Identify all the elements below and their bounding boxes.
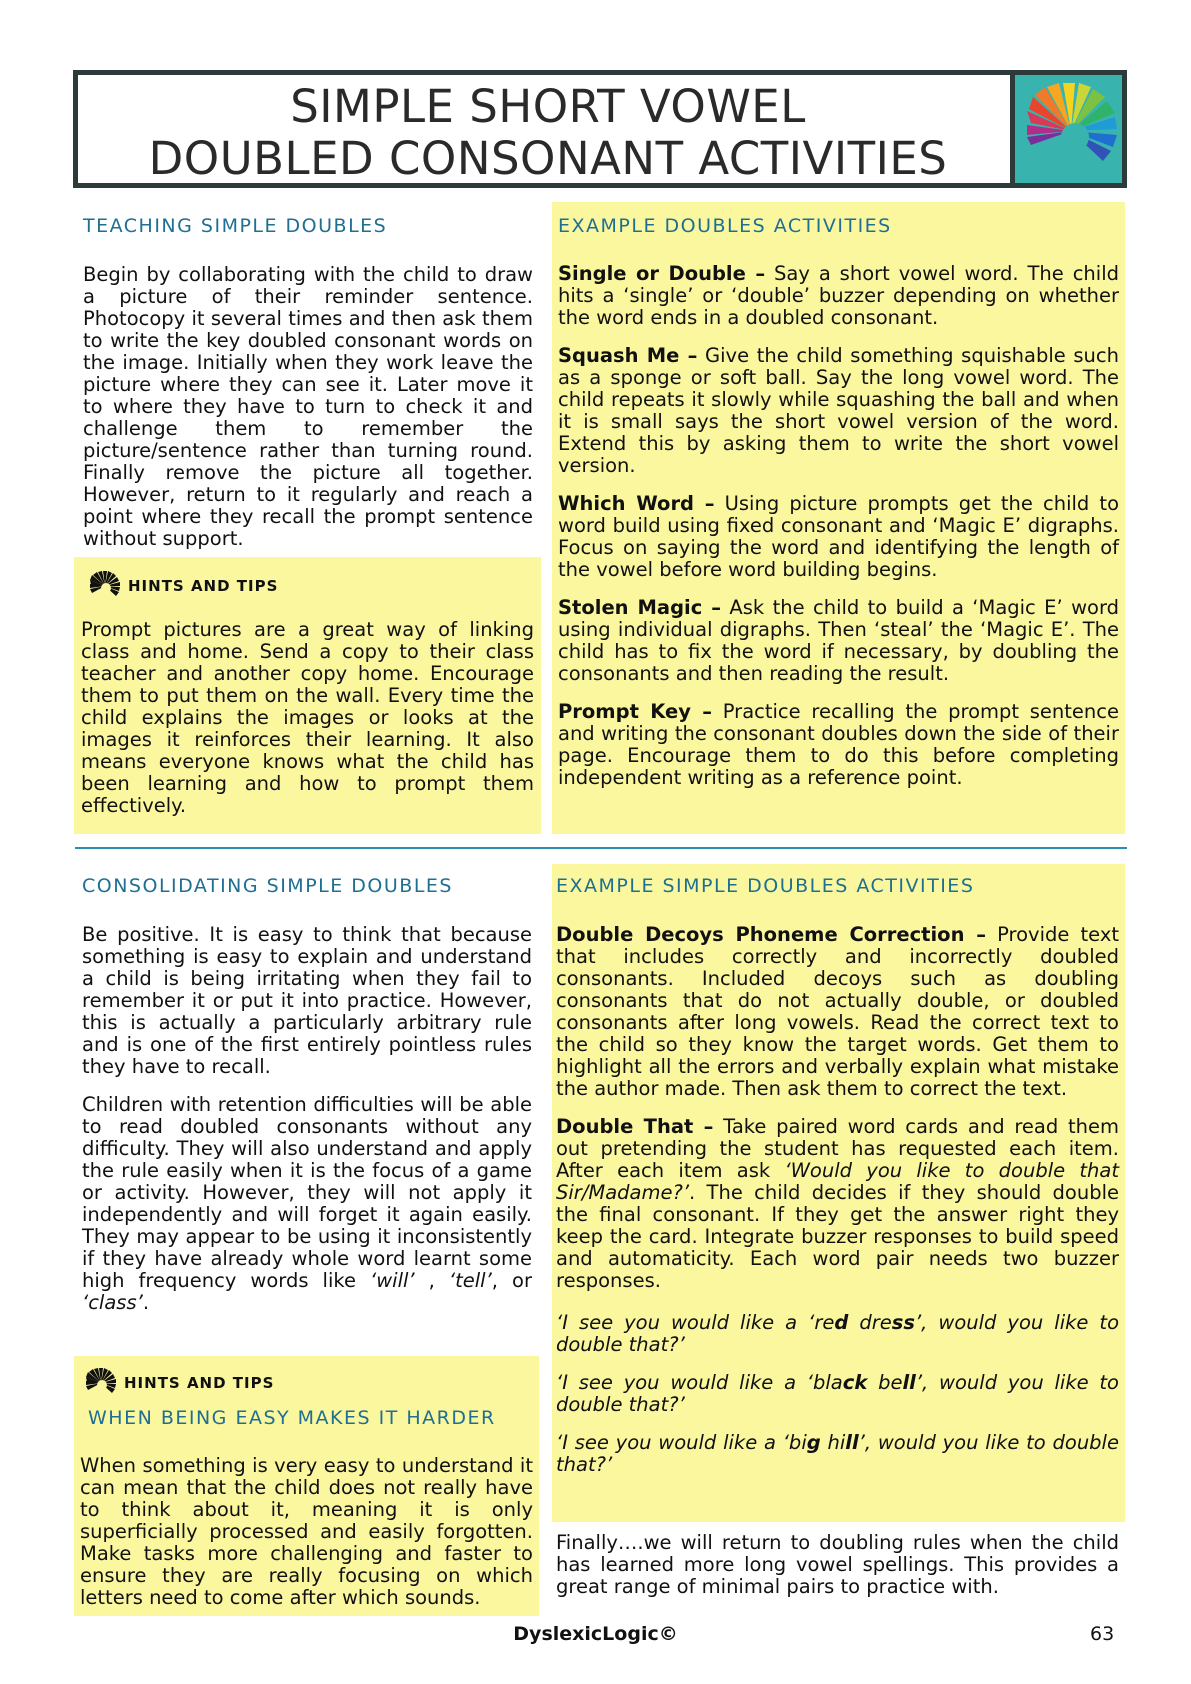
example-simple-panel bbox=[552, 864, 1125, 1522]
teaching-body bbox=[83, 264, 533, 550]
consolidating-heading: CONSOLIDATING SIMPLE DOUBLES bbox=[82, 875, 453, 897]
hints-body-2: When something is very easy to understand it can mean that the child does not really have to think about it, meaning it is only superficially processed and easily forgotten. Make tasks more challenging and faster to ensure they are really focusing on which letters need to come after which sounds. bbox=[80, 1454, 533, 1609]
footer-brand: DyslexicLogic© bbox=[513, 1623, 678, 1645]
hints-body-1: Prompt pictures are a great way of linking class and home. Send a copy to their class teacher and another copy home. Encourage them to put them on the wall. Every time the child explains the images or looks at the images it reinforces their learning. It also means everyone knows what the child has been learning and how to prompt them effectively. bbox=[81, 618, 534, 817]
flower-logo-icon bbox=[1015, 75, 1122, 183]
hints-subheading: WHEN BEING EASY MAKES IT HARDER bbox=[88, 1407, 496, 1429]
list-item: Stolen Magic – Ask the child to build a ‘Magic E’ word using individual digraphs. Then ‘steal’ the ‘Magic E’. The child has to fix the word if necessary, by doubling the consonants and then reading the result. bbox=[558, 596, 1120, 685]
list-item: Double Decoys Phoneme Correction – Provide text that includes correctly and incorrectly doubled consonants. Included decoys such as doubling consonants that do not actually double, or doubled consonants after long vowels. Read the correct text to the child so they know the target words. Get them to highlight all the errors and verbally explain what mistake the author made. Then ask them to correct the text. bbox=[556, 923, 1120, 1100]
list-item: Squash Me – Give the child something squishable such as a sponge or soft ball. Say the long vowel word. The child repeats it slowly while squashing the ball and when it is small says the short vowel version of the word. Extend this by asking them to write the short vowel version. bbox=[558, 344, 1119, 477]
example-sentence: ‘I see you would like a ‘big hill’, would you like to double that?’ bbox=[556, 1431, 1119, 1476]
flower-icon bbox=[84, 1368, 118, 1398]
list-item: Prompt Key – Practice recalling the prompt sentence and writing the consonant doubles down the side of their page. Encourage them to do this before completing independent writing as a reference point. bbox=[558, 700, 1119, 789]
example-sentence: ‘I see you would like a ‘black bell’, would you like to double that?’ bbox=[556, 1371, 1119, 1416]
hints-label-2: HINTS AND TIPS bbox=[124, 1374, 275, 1392]
example-doubles-list bbox=[558, 263, 1119, 789]
example-simple-list bbox=[556, 924, 1119, 1476]
consolidating-body: Be positive. It is easy to think that because something is easy to explain and understand a child is being irritating when they fail to remember it or put it into practice. However, this is actually a particularly arbitrary rule and is one of the first entirely pointless rules they have to recall. Children with retention difficulties will be able to read doubled consonants without any difficulty. They will also understand and apply the rule easily when it is the focus of a game or activity. However, they will not apply it independently and will forget it again easily. They may appear to be using it inconsistently if they have already whole word learnt some high frequency words like ‘will’ , ‘tell’, or ‘class’. bbox=[82, 923, 532, 1314]
example-doubles-panel bbox=[552, 202, 1125, 834]
hints-header-2 bbox=[84, 1368, 274, 1398]
finally-text: Finally….we will return to doubling rules when the child has learned more long vowel spellings. This provides a great range of minimal pairs to practice with. bbox=[556, 1531, 1119, 1598]
hints-panel-1 bbox=[74, 557, 541, 834]
title-banner bbox=[73, 70, 1127, 188]
flower-logo bbox=[1010, 75, 1122, 183]
example-simple-heading: EXAMPLE SIMPLE DOUBLES ACTIVITIES bbox=[556, 875, 975, 897]
hints-panel-2 bbox=[74, 1356, 539, 1616]
example-sentence: ‘I see you would like a ‘red dress’, would you like to double that?’ bbox=[556, 1311, 1119, 1356]
hints-label-1: HINTS AND TIPS bbox=[128, 577, 279, 595]
teaching-paragraph: Begin by collaborating with the child to draw a picture of their reminder sentence. Photocopy it several times and then ask them to write the key doubled consonant words on the image. Initially when they work leave the picture where they can see it. Later move it to where they have to turn to check it and challenge them to remember the picture/sentence rather than turning round. Finally remove the picture all together. However, return to it regularly and reach a point where they recall the prompt sentence without support. bbox=[83, 263, 533, 550]
page-number: 63 bbox=[1090, 1623, 1115, 1645]
example-doubles-heading: EXAMPLE DOUBLES ACTIVITIES bbox=[558, 215, 892, 237]
hints-header-1 bbox=[88, 571, 278, 601]
list-item: Double That – Take paired word cards and read them out pretending the student has requested each item. After each item ask ‘Would you like to double that Sir/Madame?’. The child decides if they should double the final consonant. If they get the answer right they keep the card. Integrate buzzer responses to build speed and automaticity. Each word pair needs two buzzer responses. bbox=[556, 1115, 1119, 1292]
teaching-heading: TEACHING SIMPLE DOUBLES bbox=[83, 215, 388, 237]
list-item: Which Word – Using picture prompts get the child to word build using fixed consonant and ‘Magic E’ digraphs. Focus on saying the word and identifying the length of the vowel before word building begins. bbox=[558, 492, 1119, 581]
flower-icon bbox=[88, 571, 122, 601]
list-item: Single or Double – Say a short vowel word. The child hits a ‘single’ or ‘double’ buzzer depending on whether the word ends in a doubled consonant. bbox=[558, 262, 1119, 329]
section-divider bbox=[75, 847, 1127, 849]
page-title: SIMPLE SHORT VOWEL DOUBLED CONSONANT ACTIVITIES bbox=[148, 80, 948, 185]
